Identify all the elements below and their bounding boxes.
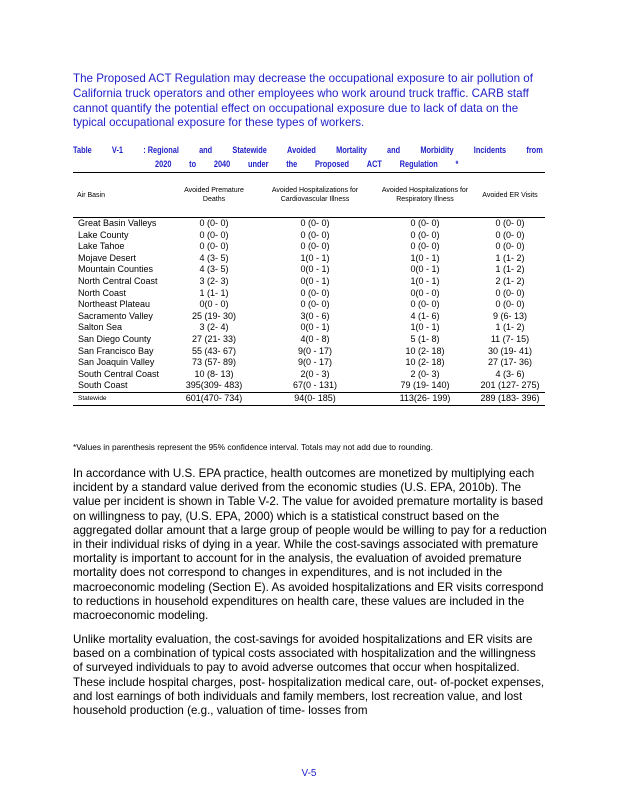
table-row <box>73 264 545 276</box>
header-premature-deaths: Avoided Premature Deaths <box>173 173 255 218</box>
cell-resp: 10 (2- 18) <box>405 357 445 368</box>
cell-er: 30 (19- 41) <box>487 345 533 356</box>
cell-cardio: 0(0 - 1) <box>300 264 330 275</box>
cell-er: 27 (17- 36) <box>487 357 533 368</box>
cell-cardio: 67(0 - 131) <box>292 380 338 391</box>
body-paragraph-1: In accordance with U.S. EPA practice, health outcomes are monetized by multiplying each incident by a standard value derived from the economic studies (U.S. EPA, 2010b). The value per incident is shown in Table V-2. The value for avoided premature mortality is based on willingness to pay, (U.S. EPA, 2000) which is a statistical construct based on the aggregated dollar amount that a large group of people would be willing to pay for a reduction in their individual risks of dying in a year. While the cost-savings associated with premature mortality is important to account for in the analysis, the evaluation of avoided premature mortality does not correspond to changes in expenditures, and is not included in the macroeconomic modeling (Section E). As avoided hospitalizations and ER visits correspond to reductions in household expenditures on health care, these values are included in the macroeconomic modeling. <box>73 467 547 623</box>
cell-cardio: 0(0 - 1) <box>300 275 330 286</box>
table-row <box>73 218 545 230</box>
table-row <box>73 380 545 392</box>
cell-cardio: 3(0 - 6) <box>300 310 330 321</box>
header-air-basin: Air Basin <box>73 173 173 218</box>
cell-deaths: 25 (19- 30) <box>191 310 237 321</box>
table-row <box>73 253 545 265</box>
cell-deaths: 0 (0- 0) <box>199 218 229 228</box>
cell-deaths: 395(309- 483) <box>185 380 243 391</box>
cell-deaths: 0(0 - 0) <box>199 299 229 310</box>
cell-basin: Lake Tahoe <box>78 241 125 252</box>
cell-er: 0 (0- 0) <box>495 299 525 310</box>
cell-deaths: 73 (57- 89) <box>191 357 237 368</box>
cell-basin: Salton Sea <box>78 322 123 333</box>
cell-basin: Statewide <box>73 392 173 405</box>
cell-resp: 0(0 - 1) <box>410 264 440 275</box>
cell-er: 11 (7- 15) <box>490 333 530 344</box>
cell-cardio: 0 (0- 0) <box>300 218 330 228</box>
cell-er: 1 (1- 2) <box>495 264 525 275</box>
cell-cardio: 9(0 - 17) <box>297 357 332 368</box>
cell-cardio: 94(0- 185) <box>255 392 375 405</box>
cell-resp: 1(0 - 1) <box>410 322 440 333</box>
cell-er: 1 (1- 2) <box>495 322 525 333</box>
table-caption <box>73 143 543 171</box>
cell-resp: 79 (19- 140) <box>400 380 450 391</box>
caption-line-1: Table V-1 : Regional and Statewide Avoided Mortality and Morbidity Incidents from <box>73 145 543 155</box>
cell-er: 1 (1- 2) <box>495 252 525 263</box>
header-respiratory: Avoided Hospitalizations for Respiratory Illness <box>375 173 475 218</box>
cell-deaths: 10 (8- 13) <box>194 368 234 379</box>
table-row <box>73 241 545 253</box>
table-row <box>73 369 545 381</box>
cell-er: 2 (1- 2) <box>495 275 525 286</box>
cell-deaths: 3 (2- 3) <box>199 275 229 286</box>
cell-er: 9 (6- 13) <box>492 310 527 321</box>
cell-cardio: 0 (0- 0) <box>300 241 330 252</box>
header-er-visits: Avoided ER Visits <box>475 173 545 218</box>
cell-basin: San Joaquin Valley <box>78 357 155 368</box>
cell-basin: Northeast Plateau <box>78 299 151 310</box>
cell-cardio: 0 (0- 0) <box>300 287 330 298</box>
cell-resp: 113(26- 199) <box>375 392 475 405</box>
table-row <box>73 311 545 323</box>
cell-resp: 1(0 - 1) <box>410 275 440 286</box>
cell-basin: Lake County <box>78 229 129 240</box>
page-number: V-5 <box>301 768 317 779</box>
table-row-statewide <box>73 392 545 405</box>
cell-basin: Great Basin Valleys <box>78 218 157 228</box>
cell-deaths: 55 (43- 67) <box>191 345 237 356</box>
cell-basin: Mountain Counties <box>78 264 154 275</box>
cell-er: 289 (183- 396) <box>475 392 545 405</box>
cell-cardio: 1(0 - 1) <box>300 252 330 263</box>
table-row <box>73 230 545 242</box>
table-footnote: *Values in parenthesis represent the 95% confidence interval. Totals may not add due to rounding. <box>73 442 433 452</box>
cell-resp: 0 (0- 0) <box>410 299 440 310</box>
cell-deaths: 3 (2- 4) <box>199 322 229 333</box>
cell-cardio: 2(0 - 3) <box>300 368 330 379</box>
cell-basin: San Francisco Bay <box>78 345 154 356</box>
header-cardiovascular: Avoided Hospitalizations for Cardiovascular Illness <box>255 173 375 218</box>
cell-resp: 10 (2- 18) <box>405 345 445 356</box>
cell-er: 0 (0- 0) <box>495 229 525 240</box>
cell-resp: 0(0 - 0) <box>410 287 440 298</box>
cell-resp: 0 (0- 0) <box>410 241 440 252</box>
cell-cardio: 9(0 - 17) <box>297 345 332 356</box>
intro-paragraph: The Proposed ACT Regulation may decrease the occupational exposure to air pollution of California truck operators and other employees who work around truck traffic. CARB staff cannot quantify the potential effect on occupational exposure due to lack of data on the typical occupational exposure for these types of workers. <box>73 72 533 130</box>
cell-basin: South Central Coast <box>78 368 160 379</box>
cell-deaths: 601(470- 734) <box>173 392 255 405</box>
cell-resp: 4 (1- 6) <box>410 310 440 321</box>
cell-cardio: 4(0 - 8) <box>300 333 330 344</box>
cell-basin: North Coast <box>78 287 127 298</box>
cell-cardio: 0 (0- 0) <box>300 229 330 240</box>
cell-basin: North Central Coast <box>78 275 158 286</box>
cell-cardio: 0(0 - 1) <box>300 322 330 333</box>
table-row <box>73 276 545 288</box>
cell-resp: 2 (0- 3) <box>410 368 440 379</box>
table-row <box>73 357 545 369</box>
cell-resp: 5 (1- 8) <box>410 333 440 344</box>
body-paragraph-2: Unlike mortality evaluation, the cost-savings for avoided hospitalizations and ER visits are based on a combination of typical costs associated with hospitalization and the willingness of surveyed individuals to pay to avoid adverse outcomes that occur when hospitalized. These include hospital charges, post- hospitalization medical care, out- of-pocket expenses, and lost earnings of both individuals and family members, lost recreation value, and lost household production (e.g., valuation of time- losses from <box>73 633 545 718</box>
cell-basin: South Coast <box>78 380 128 391</box>
cell-deaths: 0 (0- 0) <box>199 241 229 252</box>
cell-deaths: 4 (3- 5) <box>199 252 229 263</box>
cell-basin: San Diego County <box>78 333 152 344</box>
table-row <box>73 299 545 311</box>
incidents-table <box>73 172 545 406</box>
cell-er: 0 (0- 0) <box>495 218 525 228</box>
cell-basin: Sacramento Valley <box>78 310 153 321</box>
table-row <box>73 288 545 300</box>
cell-deaths: 27 (21- 33) <box>191 333 237 344</box>
cell-deaths: 4 (3- 5) <box>199 264 229 275</box>
cell-er: 4 (3- 6) <box>495 368 525 379</box>
cell-resp: 0 (0- 0) <box>410 229 440 240</box>
cell-basin: Mojave Desert <box>78 252 137 263</box>
table-header-row <box>73 173 545 218</box>
table-row <box>73 322 545 334</box>
caption-line-2: 2020 to 2040 under the Proposed ACT Regulation * <box>155 159 459 169</box>
cell-deaths: 0 (0- 0) <box>199 229 229 240</box>
cell-er: 0 (0- 0) <box>495 287 525 298</box>
cell-deaths: 1 (1- 1) <box>199 287 229 298</box>
table-row <box>73 346 545 358</box>
table-row <box>73 334 545 346</box>
cell-resp: 1(0 - 1) <box>410 252 440 263</box>
cell-cardio: 0 (0- 0) <box>300 299 330 310</box>
cell-er: 201 (127- 275) <box>480 380 540 391</box>
cell-er: 0 (0- 0) <box>495 241 525 252</box>
cell-resp: 0 (0- 0) <box>410 218 440 228</box>
